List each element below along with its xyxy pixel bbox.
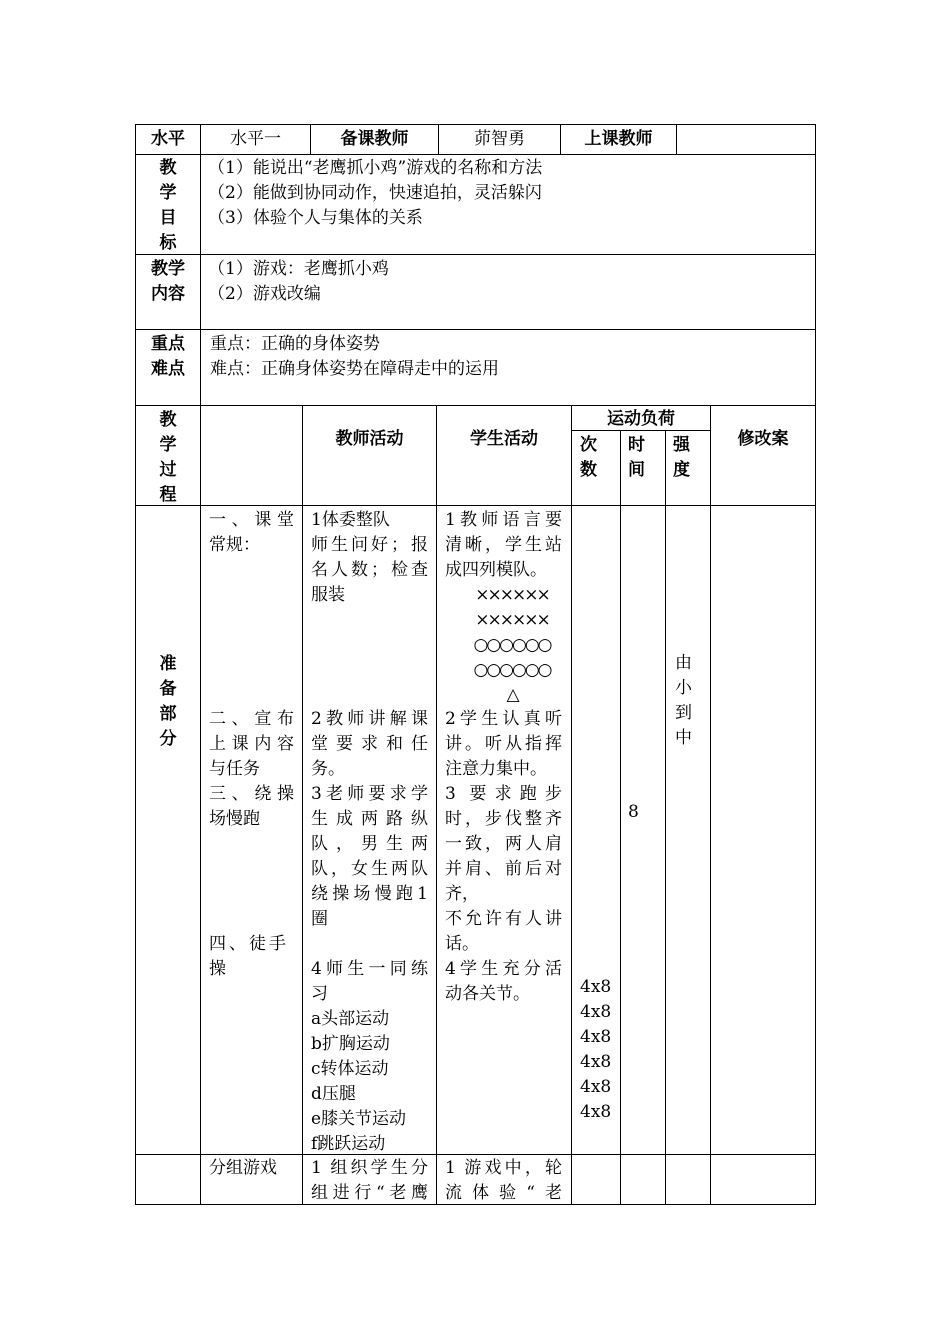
prep-teacher-activity: 4师生一同练 习 a头部运动 b扩胸运动 c转体运动 d压腿 e膝关节运动 f跳跃运动 xyxy=(311,959,428,1154)
level-value: 水平一 xyxy=(230,129,281,149)
prep-step: 二、宣布 上课内容 与任务 三、绕操 场慢跑 xyxy=(209,709,294,829)
time-header: 时 间 xyxy=(628,435,645,480)
process-label: 教 学 过 程 xyxy=(159,410,177,505)
formation-row: ○○○○○○ xyxy=(473,635,551,655)
class-teacher-label: 上课教师 xyxy=(584,129,653,149)
key-point-item: 重点：正确的身体姿势 xyxy=(210,334,380,354)
revision-header: 修改案 xyxy=(737,429,789,449)
content-item: （2）游戏改编 xyxy=(208,284,321,304)
objectives-list xyxy=(208,156,808,231)
formation-row: ×××××× xyxy=(475,610,549,630)
count-header: 次 数 xyxy=(580,435,597,480)
objective-item: （3）体验个人与集体的关系 xyxy=(208,208,423,228)
intensity-header: 强 度 xyxy=(673,435,690,480)
prep-count: 4x8 4x8 4x8 4x8 4x8 4x8 xyxy=(580,977,612,1122)
prep-teacher-label: 备课教师 xyxy=(340,129,409,149)
content-label: 教学 内容 xyxy=(151,259,185,304)
prep-intensity: 由 小 到 中 xyxy=(675,653,692,748)
game-student-activity: 1 游戏中，轮 流体验“老 xyxy=(445,1158,562,1203)
objective-item: （1）能说出“老鹰抓小鸡”游戏的名称和方法 xyxy=(208,158,543,178)
prep-teacher-name: 茆智勇 xyxy=(474,129,525,149)
objectives-label: 教 学 目 标 xyxy=(159,158,177,253)
prep-teacher-activity: 1体委整队 师生问好；报 名人数；检查 服装 xyxy=(311,510,428,605)
key-points-label: 重点 难点 xyxy=(151,334,185,379)
key-point-item: 难点：正确身体姿势在障碍走中的运用 xyxy=(210,359,499,379)
teacher-activity-header: 教师活动 xyxy=(335,429,404,449)
content-list xyxy=(208,257,808,307)
teacher-position-marker: △ xyxy=(506,685,518,705)
formation-row: ○○○○○○ xyxy=(473,660,551,680)
load-header: 运动负荷 xyxy=(607,409,675,429)
prep-step: 四、徒手 操 xyxy=(209,934,286,979)
objective-item: （2）能做到协同动作，快速追拍，灵活躲闪 xyxy=(208,183,542,203)
prep-student-activity: 1教师语言要 清晰，学生站 成四列模队。 xyxy=(445,510,562,580)
student-activity-header: 学生活动 xyxy=(470,429,538,449)
formation-row: ×××××× xyxy=(475,585,549,605)
prep-time: 8 xyxy=(628,802,639,822)
prep-student-activity: 2学生认真听 讲。听从指挥 注意力集中。 3 要求跑步 时，步伐整齐 一致，两人肩 并肩、前后对 齐， 不允许有人讲 话。 4学生充分活 动各关节。 xyxy=(445,709,562,1004)
level-label: 水平 xyxy=(151,129,185,149)
prep-step: 一、课堂 常规： xyxy=(209,510,294,555)
prep-section-label: 准 备 部 分 xyxy=(159,654,177,749)
formation-diagram xyxy=(462,583,562,708)
game-step: 分组游戏 xyxy=(209,1158,277,1178)
key-points-list xyxy=(210,332,810,382)
game-teacher-activity: 1 组织学生分 组进行“老鹰 xyxy=(311,1158,428,1203)
prep-teacher-activity: 2教师讲解课 堂要求和任 务。 3老师要求学 生成两路纵 队，男生两 队，女生两队 绕操场慢跑1 圈 xyxy=(311,709,428,929)
content-item: （1）游戏：老鹰抓小鸡 xyxy=(208,259,389,279)
